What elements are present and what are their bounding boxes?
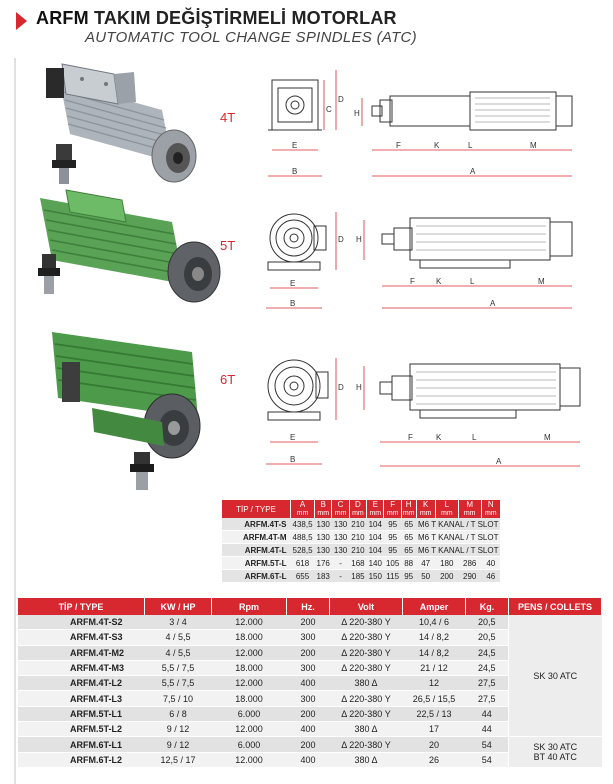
dim-d-6t: D [338,383,344,392]
dim-e-4t: E [292,141,298,150]
dim-l-5t: L [470,277,475,286]
spindle-photo-4t [22,52,210,192]
drawing-side-6t [350,350,590,474]
title-tr-text: TAKIM DEĞİŞTİRMELİ MOTORLAR [94,8,397,28]
spec-col-amper: Amper [403,598,466,615]
dimension-table [222,500,501,583]
spec-table [18,598,602,768]
brand-name: ARFM [36,8,89,28]
dim-col-a: A mm [291,500,315,518]
spec-col-collets: PENS / COLLETS [509,598,602,615]
table-row: ARFM.4T-L2 5,5 / 7,5 12.000 400 380 Δ 12 27,5 [18,676,602,691]
dim-f-6t: F [408,433,413,442]
drawing-front-6t [256,350,348,474]
collets-group-sk30: SK 30 ATC [509,615,602,737]
drawing-front-4t [258,68,350,186]
table-row: ARFM.4T-M3 5,5 / 7,5 18.000 300 Δ 220-380 Y 21 / 12 24,5 [18,660,602,675]
dim-l-4t: L [468,141,473,150]
title-turkish [36,8,397,29]
spec-col-kg: Kg. [466,598,509,615]
dim-col-h: H mm [402,500,415,517]
dim-a-5t: A [490,299,496,308]
dim-col-k: K mm [416,500,435,518]
model-label-6t: 6T [220,372,236,387]
dim-k-6t: K [436,433,442,442]
dim-col-l: L mm [435,500,458,518]
table-row: ARFM.6T-L 655 183 - 185 150 115 95 50 200 290 46 [222,570,500,583]
dim-col-e: E mm [367,500,384,518]
t-slot-note: M6 T KANAL / T SLOT [418,519,499,529]
spindle-photo-5t [22,188,222,306]
drawing-side-5t [350,206,590,318]
dim-m-6t: M [544,433,551,442]
tool-holder-4t [52,144,76,184]
spec-col-volt: Volt [330,598,403,615]
dim-e-5t: E [290,279,296,288]
table-row: ARFM.4T-S3 4 / 5,5 18.000 300 Δ 220-380 Y 14 / 8,2 20,5 [18,630,602,645]
dim-col-d: D mm [349,500,366,518]
dim-c-4t: C [326,105,332,114]
collets-group-sk30-bt40: SK 30 ATC BT 40 ATC [509,737,602,768]
dim-a-6t: A [496,457,502,466]
dim-col-b: B mm [315,500,332,518]
dimension-table-header [222,500,500,518]
table-row: ARFM.4T-L 528,5 130 130 210 104 95 65 M6 T KANAL / T SLOT [222,544,500,557]
dim-e-6t: E [290,433,296,442]
dim-h-4t: H [354,109,360,118]
t-slot-note: M6 T KANAL / T SLOT [418,545,499,555]
dim-m-5t: M [538,277,545,286]
t-slot-note: M6 T KANAL / T SLOT [418,532,499,542]
drawing-front-5t [256,206,348,318]
dim-b-6t: B [290,455,296,464]
dim-k-4t: K [434,141,440,150]
dim-b-4t: B [292,167,298,176]
table-row: ARFM.4T-L3 7,5 / 10 18.000 300 Δ 220-380 Y 26,5 / 15,5 27,5 [18,691,602,706]
table-row: ARFM.5T-L1 6 / 8 6.000 200 Δ 220-380 Y 22,5 / 13 44 [18,706,602,721]
dim-d-5t: D [338,235,344,244]
dim-col-c: C mm [332,500,349,518]
left-divider [14,58,16,784]
title-english: AUTOMATIC TOOL CHANGE SPINDLES (ATC) [85,29,417,46]
dim-col-m: M mm [458,500,481,518]
dim-f-5t: F [410,277,415,286]
spec-col-type: TİP / TYPE [18,598,145,615]
table-row: ARFM.6T-L1 9 / 12 6.000 200 Δ 220-380 Y 20 54 SK 30 ATC BT 40 ATC [18,737,602,752]
dim-f-4t: F [396,141,401,150]
dim-h-6t: H [356,383,362,392]
spec-col-rpm: Rpm [212,598,287,615]
table-row: ARFM.4T-M 488,5 130 130 210 104 95 65 M6 T KANAL / T SLOT [222,531,500,544]
table-row: ARFM.4T-S 438,5 130 130 210 104 95 65 M6 T KANAL / T SLOT [222,518,500,531]
dim-l-6t: L [472,433,477,442]
table-row: ARFM.5T-L 618 176 - 168 140 105 88 47 180 286 40 [222,557,500,570]
table-row: ARFM.5T-L2 9 / 12 12.000 400 380 Δ 17 44 [18,722,602,737]
spindle-photo-6t [22,322,222,492]
spec-col-kw: KW / HP [145,598,212,615]
dim-a-4t: A [470,167,476,176]
dim-m-4t: M [530,141,537,150]
spec-col-hz: Hz. [287,598,330,615]
model-label-5t: 5T [220,238,236,253]
dim-header-type: TİP / TYPE [222,500,291,518]
drawing-side-4t [350,68,590,186]
dim-b-5t: B [290,299,296,308]
model-label-4t: 4T [220,110,236,125]
dim-h-5t: H [356,235,362,244]
table-row: ARFM.6T-L2 12,5 / 17 12.000 400 380 Δ 26 54 [18,752,602,767]
dim-d-4t: D [338,95,344,104]
tool-holder-6t [130,452,154,490]
dim-col-f: F mm [384,500,401,518]
dim-k-5t: K [436,277,442,286]
table-row: ARFM.4T-M2 4 / 5,5 12.000 200 Δ 220-380 Y 14 / 8,2 24,5 [18,645,602,660]
spec-table-header [18,598,602,615]
table-row: ARFM.4T-S2 3 / 4 12.000 200 Δ 220-380 Y 10,4 / 6 20,5 SK 30 ATC [18,615,602,630]
header-arrow-icon [16,12,27,30]
dim-col-n: N mm [481,500,500,518]
